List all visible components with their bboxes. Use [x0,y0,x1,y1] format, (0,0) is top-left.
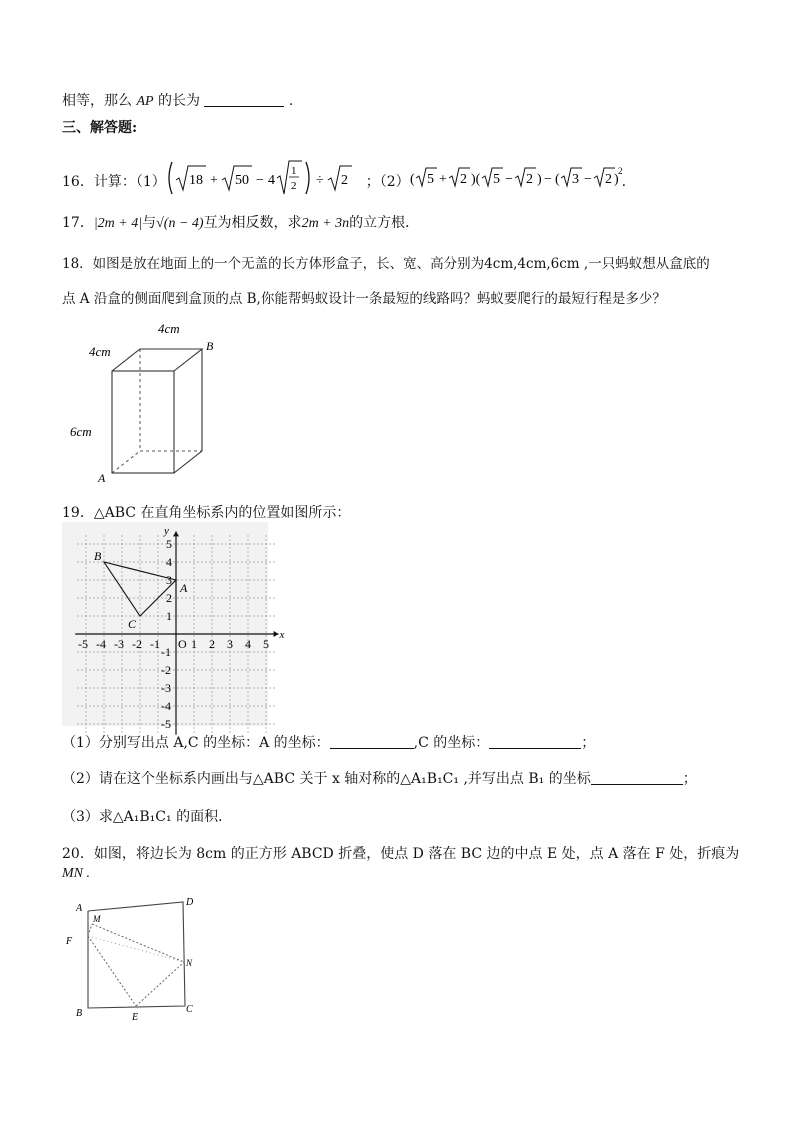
q19-stem: 19．△ABC 在直角坐标系内的位置如图所示： [62,505,351,521]
svg-text:−: − [543,172,552,187]
x-tick-label: -1 [150,637,160,651]
svg-text:): ) [613,172,619,187]
svg-text:4: 4 [267,173,275,188]
x-tick-label: -2 [132,637,142,651]
q17-number: 17． [62,215,94,231]
svg-text:5: 5 [426,172,434,187]
x-tick-label: 5 [263,637,269,651]
q17-mid: 与 [142,215,157,231]
y-tick-label: -4 [161,699,171,713]
top-line-end: . [288,93,294,109]
svg-text:2: 2 [459,172,467,187]
svg-text:+: + [438,172,447,187]
box-front-face [112,371,174,473]
q18-box-figure [62,318,232,488]
svg-text:2: 2 [290,180,297,192]
q19-part2 [62,768,697,788]
answer-blank-b1[interactable] [591,770,683,785]
q19-p2-lead: （2）请在这个坐标系内画出与△ABC 关于 x 轴对称的△A₁B₁C₁ ,并写出点 B₁ 的坐标 [62,771,591,787]
x-axis-arrow-icon [274,631,279,637]
x-tick-label: -4 [96,637,106,651]
fold-line-en [136,962,184,1006]
q17-expr2: √(n − 4) [156,216,204,231]
q19-part3: （3）求△A₁B₁C₁ 的面积． [62,809,233,825]
x-tick-label: 2 [209,637,215,651]
label-height: 6cm [70,424,92,439]
q17-expr1: |2m + 4| [93,216,143,231]
svg-text:+: + [209,173,218,188]
q18-line2: 点 A 沿盒的侧面爬到盒顶的点 B,你能帮蚂蚁设计一条最短的线路吗？蚂蚁要爬行的最短行程是多少？ [62,291,666,307]
svg-text:2: 2 [617,166,623,176]
x-tick-label: 3 [227,637,233,651]
fig-label-d: D [186,897,194,908]
svg-text:−: − [504,172,513,187]
q17-expr3: 2m + 3n [301,216,350,231]
q18-line1: 18．如图是放在地面上的一个无盖的长方体形盒子，长、宽、高分别为4cm,4cm,6cm ,一只蚂蚁想从盒底的 [62,256,710,272]
x-tick-label: -3 [114,637,124,651]
label-point-b: B [206,339,214,353]
svg-text:2: 2 [340,173,348,188]
y-tick-label: 1 [166,609,172,623]
q16-part1-formula [166,158,366,198]
svg-text:2: 2 [604,172,612,187]
q16-part2-label: ；（2） [365,174,410,190]
svg-text:50: 50 [234,173,249,188]
fig-label-a: A [76,903,83,914]
q19-p1-lead: （1）分别写出点 A,C 的坐标：A 的坐标： [62,735,330,751]
fold-line-fe [88,936,136,1006]
y-tick-label: -2 [161,663,171,677]
y-tick-label: -5 [161,717,171,731]
question-17 [62,212,419,232]
svg-text:÷: ÷ [315,173,324,188]
svg-text:): ) [536,172,542,187]
q20-line2: MN . [62,866,90,881]
q19-p2-end: ； [682,771,697,787]
label-point-a: A [98,471,106,485]
svg-text:(: ( [554,172,560,187]
fig-label-n: N [186,958,193,968]
q17-tail: 的立方根． [349,215,420,231]
q19-p1-mid: ,C 的坐标： [413,735,490,751]
svg-text:(: ( [409,172,415,187]
q16-part1-label: （1） [135,174,166,190]
box-hidden-edge-depth [112,451,140,473]
fold-line-fn [88,936,184,962]
var-ap: AP [136,94,154,109]
q16-part2-expr [410,164,622,200]
x-tick-label: 1 [191,637,197,651]
answer-blank-ap[interactable] [204,92,284,107]
x-tick-label: O [178,637,187,651]
q16-part1-expr [166,158,366,206]
y-tick-label: 2 [166,591,172,605]
svg-text:)(: )( [470,172,480,187]
svg-text:1: 1 [290,165,297,177]
y-axis-arrow-icon [173,531,179,536]
point-label-b: B [94,549,102,563]
top-line-prefix: 相等，那么 [62,93,132,109]
coordinate-grid [62,522,285,731]
x-tick-label: 4 [245,637,251,651]
x-tick-label: -5 [78,637,88,651]
y-axis-label: y [164,525,169,538]
square-abcd [88,902,185,1008]
top-line [62,90,293,110]
y-tick-label: 3 [166,573,172,587]
crease-mn [92,924,184,962]
top-line-suffix: 的长为 [158,93,201,109]
fig-label-e: E [132,1012,139,1023]
svg-text:18: 18 [188,173,203,188]
q16-part2-formula [410,164,622,192]
q16-number: 16．计算： [62,174,136,190]
svg-text:−: − [255,173,264,188]
x-axis-label: x [279,629,285,641]
q19-part1 [62,732,595,752]
fig-label-m: M [93,914,101,924]
question-16 [62,158,627,192]
fig-label-f: F [66,936,73,947]
fig-label-b: B [76,1008,83,1019]
q19-grid-figure [62,522,285,731]
point-label-c: C [128,617,137,631]
point-label-a: A [180,581,188,595]
q19-p1-end: ； [581,735,596,751]
y-tick-label: -3 [161,681,171,695]
y-tick-label: -1 [161,645,171,659]
svg-text:2: 2 [525,172,533,187]
q20-line1: 20．如图，将边长为 8cm 的正方形 ABCD 折叠，使点 D 落在 BC 边的中点 E 处，点 A 落在 F 处，折痕为 [62,846,740,862]
y-tick-label: 5 [166,537,172,551]
q16-end: . [621,174,627,190]
fig-label-c: C [186,1004,193,1015]
answer-blank-c[interactable] [489,734,581,749]
svg-text:5: 5 [492,172,500,187]
answer-blank-a[interactable] [330,734,414,749]
section-heading: 三、解答题: [62,120,138,136]
label-width: 4cm [89,344,111,359]
y-tick-label: 4 [166,555,172,569]
box-top-face [112,349,202,371]
svg-text:3: 3 [571,172,579,187]
fold-line-fm [88,924,92,936]
q17-text: 互为相反数，求 [203,215,302,231]
label-top-length: 4cm [158,321,180,336]
q20-square-figure [62,896,212,1028]
svg-text:−: − [583,172,592,187]
